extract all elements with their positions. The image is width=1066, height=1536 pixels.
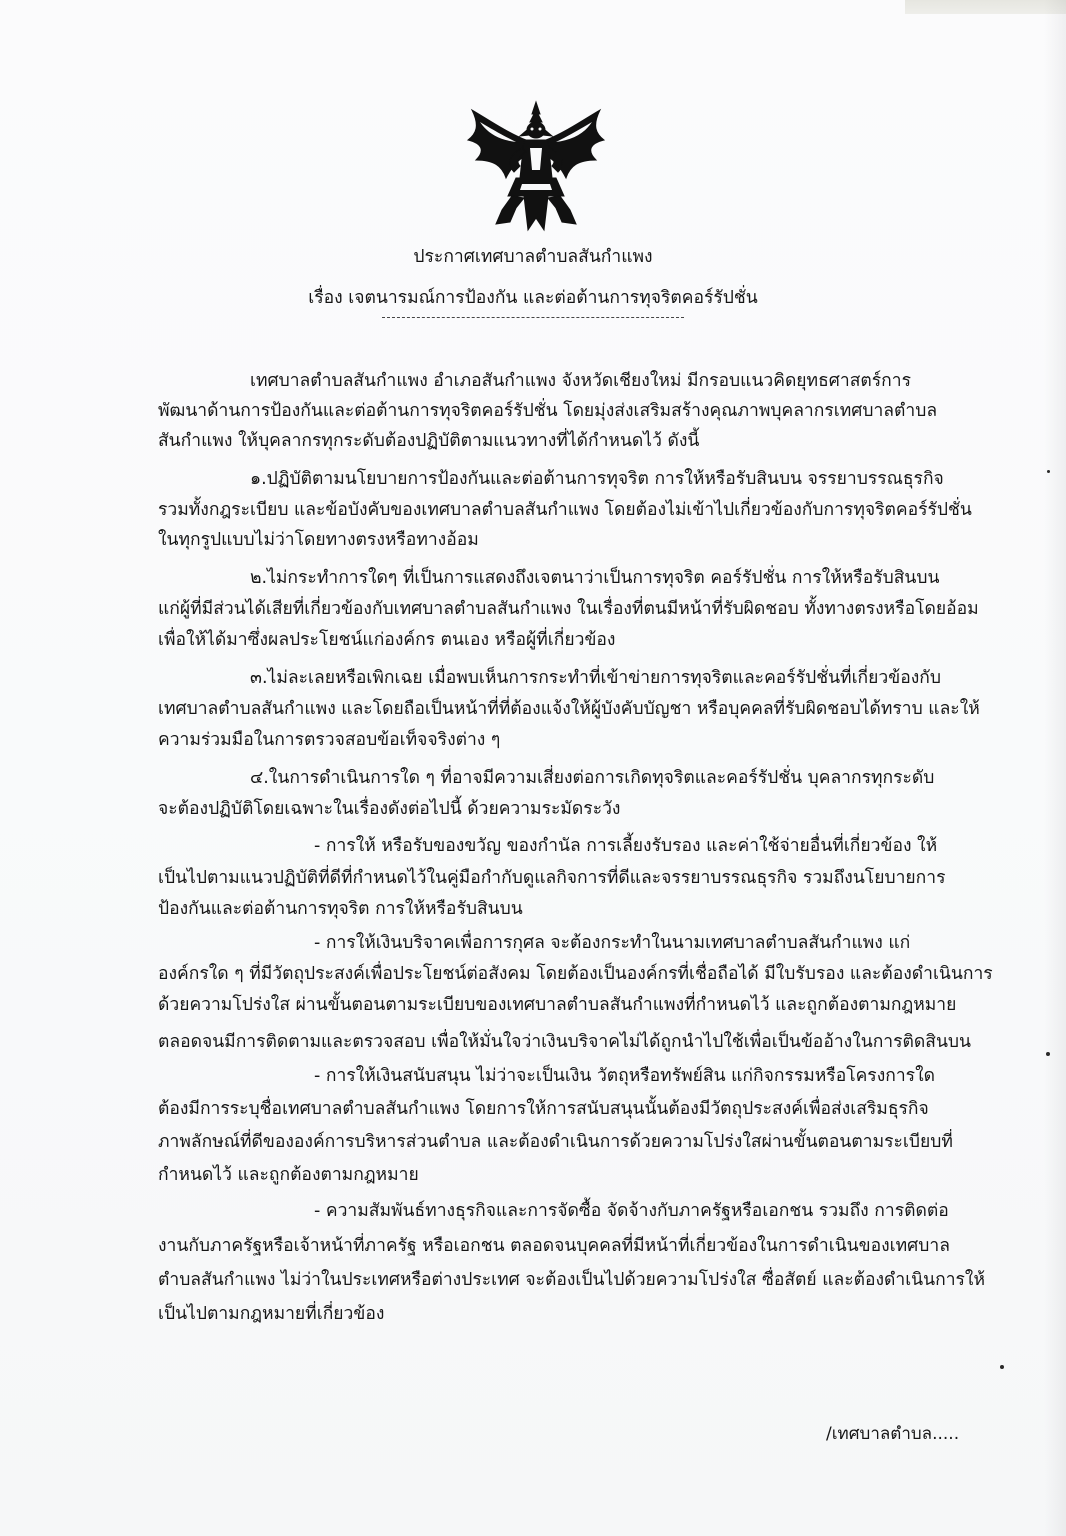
intro-line-1: เทศบาลตำบลสันกำแพง อำเภอสันกำแพง จังหวัดเชียงใหม่ มีกรอบแนวคิดยุทธศาสตร์การ (250, 371, 911, 391)
stray-mark (1000, 1365, 1004, 1369)
bullet-4-line-3: ตำบลสันกำแพง ไม่ว่าในประเทศหรือต่างประเทศ จะต้องเป็นไปด้วยความโปร่งใส ซื่อสัตย์ และต้องดำเนินการให้ (158, 1270, 986, 1290)
item-1-line-3: ในทุกรูปแบบไม่ว่าโดยทางตรงหรือทางอ้อม (158, 530, 479, 550)
bullet-4-line-2: งานกับภาครัฐหรือเจ้าหน้าที่ภาครัฐ หรือเอกชน ตลอดจนบุคคลที่มีหน้าที่เกี่ยวข้องในการดำเนินของเทศบาล (158, 1236, 950, 1256)
item-3-line-2: เทศบาลตำบลสันกำแพง และโดยถือเป็นหน้าที่ที่ต้องแจ้งให้ผู้บังคับบัญชา หรือบุคคลที่รับผิดชอบได้ทราบ และให้ (158, 699, 980, 719)
bullet-4-line-4: เป็นไปตามกฎหมายที่เกี่ยวข้อง (158, 1304, 385, 1324)
bullet-1-line-1: - การให้ หรือรับของขวัญ ของกำนัล การเลี้ยงรับรอง และค่าใช้จ่ายอื่นที่เกี่ยวข้อง ให้ (314, 836, 938, 856)
header-divider (382, 317, 684, 318)
item-2-line-2: แก่ผู้ที่มีส่วนได้เสียที่เกี่ยวข้องกับเทศบาลตำบลสันกำแพง ในเรื่องที่ตนมีหน้าที่รับผิดชอบ ทั้งทางตรงหรือโดยอ้อม (158, 599, 979, 619)
bullet-4-line-1: - ความสัมพันธ์ทางธุรกิจและการจัดซื้อ จัดจ้างกับภาครัฐหรือเอกชน รวมถึง การติดต่อ (314, 1201, 949, 1221)
intro-line-3: สันกำแพง ให้บุคลากรทุกระดับต้องปฏิบัติตามแนวทางที่ได้กำหนดไว้ ดังนี้ (158, 431, 700, 451)
bullet-2-line-2: องค์กรใด ๆ ที่มีวัตถุประสงค์เพื่อประโยชน์ต่อสังคม โดยต้องเป็นองค์กรที่เชื่อถือได้ มีใบรับรอง และต้องดำเนินการ (158, 964, 993, 984)
bullet-3-line-1: - การให้เงินสนับสนุน ไม่ว่าจะเป็นเงิน วัตถุหรือทรัพย์สิน แก่กิจกรรมหรือโครงการใด (314, 1066, 935, 1086)
top-right-edge (905, 0, 1066, 14)
garuda-emblem-icon (466, 100, 606, 235)
item-2-line-3: เพื่อให้ได้มาซึ่งผลประโยชน์แก่องค์กร ตนเอง หรือผู้ที่เกี่ยวข้อง (158, 630, 616, 650)
bullet-2-line-1: - การให้เงินบริจาคเพื่อการกุศล จะต้องกระทำในนามเทศบาลตำบลสันกำแพง แก่ (314, 933, 911, 953)
bullet-3-line-4: กำหนดไว้ และถูกต้องตามกฎหมาย (158, 1165, 419, 1185)
bullet-2-line-4: ตลอดจนมีการติดตามและตรวจสอบ เพื่อให้มั่นใจว่าเงินบริจาคไม่ได้ถูกนำไปใช้เพื่อเป็นข้ออ้างในการติดสินบน (158, 1032, 971, 1052)
item-3-line-3: ความร่วมมือในการตรวจสอบข้อเท็จจริงต่าง ๆ (158, 730, 501, 750)
bullet-2-line-3: ด้วยความโปร่งใส ผ่านขั้นตอนตามระเบียบของเทศบาลตำบลสันกำแพงที่กำหนดไว้ และถูกต้องตามกฎหมาย (158, 995, 957, 1015)
bullet-3-line-3: ภาพลักษณ์ที่ดีขององค์การบริหารส่วนตำบล และต้องดำเนินการด้วยความโปร่งใสผ่านขั้นตอนตามระเบียบที่ (158, 1132, 953, 1152)
bullet-3-line-2: ต้องมีการระบุชื่อเทศบาลตำบลสันกำแพง โดยการให้การสนับสนุนนั้นต้องมีวัตถุประสงค์เพื่อส่งเสริมธุรกิจ (158, 1099, 929, 1119)
continuation-text: /เทศบาลตำบล..... (826, 1424, 960, 1444)
item-1-line-2: รวมทั้งกฎระเบียบ และข้อบังคับของเทศบาลตำบลสันกำแพง โดยต้องไม่เข้าไปเกี่ยวข้องกับการทุจริตคอร์รัปชั่น (158, 500, 972, 520)
announcement-title: ประกาศเทศบาลตำบลสันกำแพง (413, 247, 653, 267)
item-3-line-1: ๓.ไม่ละเลยหรือเพิกเฉย เมื่อพบเห็นการกระทำที่เข้าข่ายการทุจริตและคอร์รัปชั่นที่เกี่ยวข้องกับ (250, 668, 941, 688)
intro-line-2: พัฒนาด้านการป้องกันและต่อต้านการทุจริตคอร์รัปชั่น โดยมุ่งส่งเสริมสร้างคุณภาพบุคลากรเทศบาลตำบล (158, 401, 938, 421)
stray-mark (1047, 470, 1050, 473)
item-4-line-2: จะต้องปฏิบัติโดยเฉพาะในเรื่องดังต่อไปนี้ ด้วยความระมัดระวัง (158, 799, 621, 819)
item-2-line-1: ๒.ไม่กระทำการใดๆ ที่เป็นการแสดงถึงเจตนาว่าเป็นการทุจริต คอร์รัปชั่น การให้หรือรับสินบน (250, 568, 940, 588)
bullet-1-line-3: ป้องกันและต่อต้านการทุจริต การให้หรือรับสินบน (158, 899, 523, 919)
stray-mark (1046, 1052, 1050, 1056)
bullet-1-line-2: เป็นไปตามแนวปฏิบัติที่ดีที่กำหนดไว้ในคู่มือกำกับดูแลกิจการที่ดีและจรรยาบรรณธุรกิจ รวมถึงนโยบายการ (158, 868, 946, 888)
announcement-subject: เรื่อง เจตนารมณ์การป้องกัน และต่อต้านการทุจริตคอร์รัปชั่น (308, 288, 758, 308)
item-1-line-1: ๑.ปฏิบัติตามนโยบายการป้องกันและต่อต้านการทุจริต การให้หรือรับสินบน จรรยาบรรณธุรกิจ (250, 469, 944, 489)
item-4-line-1: ๔.ในการดำเนินการใด ๆ ที่อาจมีความเสี่ยงต่อการเกิดทุจริตและคอร์รัปชั่น บุคลากรทุกระดับ (250, 768, 935, 788)
